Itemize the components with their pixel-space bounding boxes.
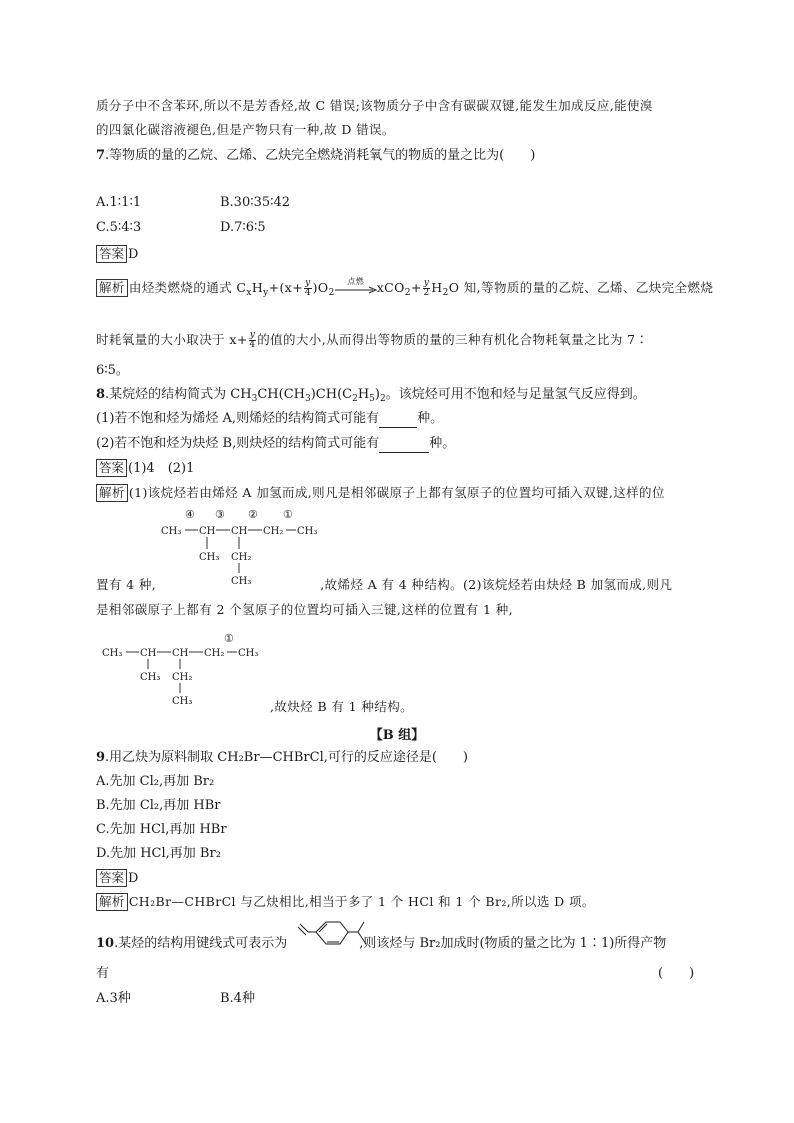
question-8-stem: 8.某烷烃的结构简式为 $CH_3CH(CH_3)CH(C_2H_5)_2$。该烷烃可用不饱和烃与足量氢气反应得到。 (96, 387, 646, 404)
atom-group: CH₃ (231, 576, 252, 587)
option-b: B.4种 (220, 991, 255, 1006)
question-10-stem: 有 (96, 966, 110, 981)
analysis-line: 6∶5。 (96, 363, 129, 378)
option-d: D.先加 HCl,再加 Br₂ (96, 846, 221, 861)
option-a: A.3种 (96, 991, 131, 1006)
atom-group: CH (140, 648, 157, 659)
atom-group: CH₃ (238, 648, 259, 659)
analysis-row: 解析 由烃类燃烧的通式 $C_xH_y+(x+$ $\frac{y}{4}$ )$O_2$ 点燃 xCO$_2$+ $\frac{y}{2}$ $H_2O$ 知,等物质的量的乙烷、乙烯、乙炔完全燃烧 (96, 279, 713, 298)
atom-group: CH₃ (161, 526, 182, 537)
atom-group: CH₂ (231, 552, 252, 563)
analysis-tag: 解析 (96, 484, 128, 502)
atom-group: CH (199, 526, 216, 537)
question-8-part-1: (1)若不饱和烃为烯烃 A,则烯烃的结构简式可能有 种。 (96, 411, 444, 426)
atom-group: CH₂ (263, 526, 284, 537)
position-marker: ① (283, 508, 293, 521)
option-c: C.5∶4∶3 (96, 220, 142, 235)
atom-group: CH₃ (102, 648, 123, 659)
answer-row (96, 245, 138, 264)
analysis-tag: 解析 (96, 893, 128, 911)
analysis-line: 时耗氧量的大小取决于 x+ $\frac{y}{4}$ 的值的大小,从而得出等物质的量的三种有机化合物耗氧量之比为 7∶ (96, 330, 649, 350)
atom-group: CH₂ (172, 672, 193, 683)
analysis-tag: 解析 (96, 279, 128, 297)
answer-row (96, 869, 138, 888)
analysis-row: 解析 CH₂Br—CHBrCl 与乙炔相比,相当于多了 1 个 HCl 和 1 个 Br₂,所以选 D 项。 (96, 893, 595, 911)
answer-tag: 答案 (96, 245, 127, 263)
position-marker: ③ (215, 508, 225, 521)
question-7-stem: 7.等物质的量的乙烷、乙烯、乙炔完全燃烧消耗氧气的物质的量之比为( ) (96, 148, 536, 163)
atom-group: CH₃ (297, 526, 318, 537)
position-marker: ④ (185, 508, 195, 521)
option-a: A.先加 Cl₂,再加 Br₂ (96, 774, 215, 789)
question-8-part-2: (2)若不饱和烃为炔烃 B,则炔烃的结构简式可能有 种。 (96, 436, 456, 451)
answer-value: D (128, 871, 139, 886)
option-c: C.先加 HCl,再加 HBr (96, 822, 227, 837)
answer-blank[interactable] (379, 439, 429, 453)
atom-group: CH (231, 526, 248, 537)
analysis-line: 是相邻碳原子上都有 2 个氢原子的位置均可插入三键,这样的位置有 1 种, (96, 602, 514, 617)
answer-paren: ( ) (658, 966, 695, 981)
answer-value: D (128, 247, 139, 262)
analysis-line: ,故炔烃 B 有 1 种结构。 (270, 699, 414, 714)
position-marker: ① (224, 632, 234, 645)
option-d: D.7∶6∶5 (220, 220, 266, 235)
atom-group: CH (172, 648, 189, 659)
prev-analysis-line: 质分子中不含苯环,所以不是芳香烃,故 C 错误;该物质分子中含有碳碳双键,能发生加成反应,能使溴 (96, 98, 653, 113)
reaction-arrow: 点燃 (335, 282, 377, 296)
atom-group: CH₂ (204, 648, 225, 659)
answer-value: (1)4 (2)1 (128, 461, 195, 476)
position-marker: ② (248, 508, 258, 521)
fraction: $\frac{y}{4}$ (249, 330, 256, 350)
atom-group: CH₃ (172, 696, 193, 707)
atom-group: CH₃ (140, 672, 161, 683)
answer-tag: 答案 (96, 459, 127, 477)
fraction: $\frac{y}{4}$ (304, 278, 311, 298)
atom-group: CH₃ (199, 552, 220, 563)
question-10-stem: 10.某烃的结构用键线式可表示为 ,则该烃与 Br₂加成时(物质的量之比为 1∶1)所得产物 (96, 936, 667, 951)
answer-blank[interactable] (379, 414, 417, 428)
skeletal-formula (296, 918, 374, 958)
answer-row (96, 459, 194, 478)
section-heading: 【B 组】 (369, 728, 425, 743)
question-9-stem: 9.用乙炔为原料制取 CH₂Br—CHBrCl,可行的反应途径是( ) (96, 750, 469, 765)
analysis-row: 解析 (1)该烷烃若由烯烃 A 加氢而成,则凡是相邻碳原子上都有氢原子的位置均可插入双键,这样的位 (96, 484, 665, 502)
analysis-line: 置有 4 种, ,故烯烃 A 有 4 种结构。(2)该烷烃若由炔烃 B 加氢而成,则凡 (96, 577, 673, 592)
structural-formula-alkyne-position (96, 628, 271, 712)
fraction: $\frac{y}{2}$ (423, 278, 430, 298)
option-b: B.先加 Cl₂,再加 HBr (96, 798, 221, 813)
option-a: A.1∶1∶1 (96, 195, 142, 210)
prev-analysis-line: 的四氯化碳溶液褪色,但是产物只有一种,故 D 错误。 (96, 122, 395, 137)
option-b: B.30∶35∶42 (220, 195, 291, 210)
answer-tag: 答案 (96, 869, 127, 887)
